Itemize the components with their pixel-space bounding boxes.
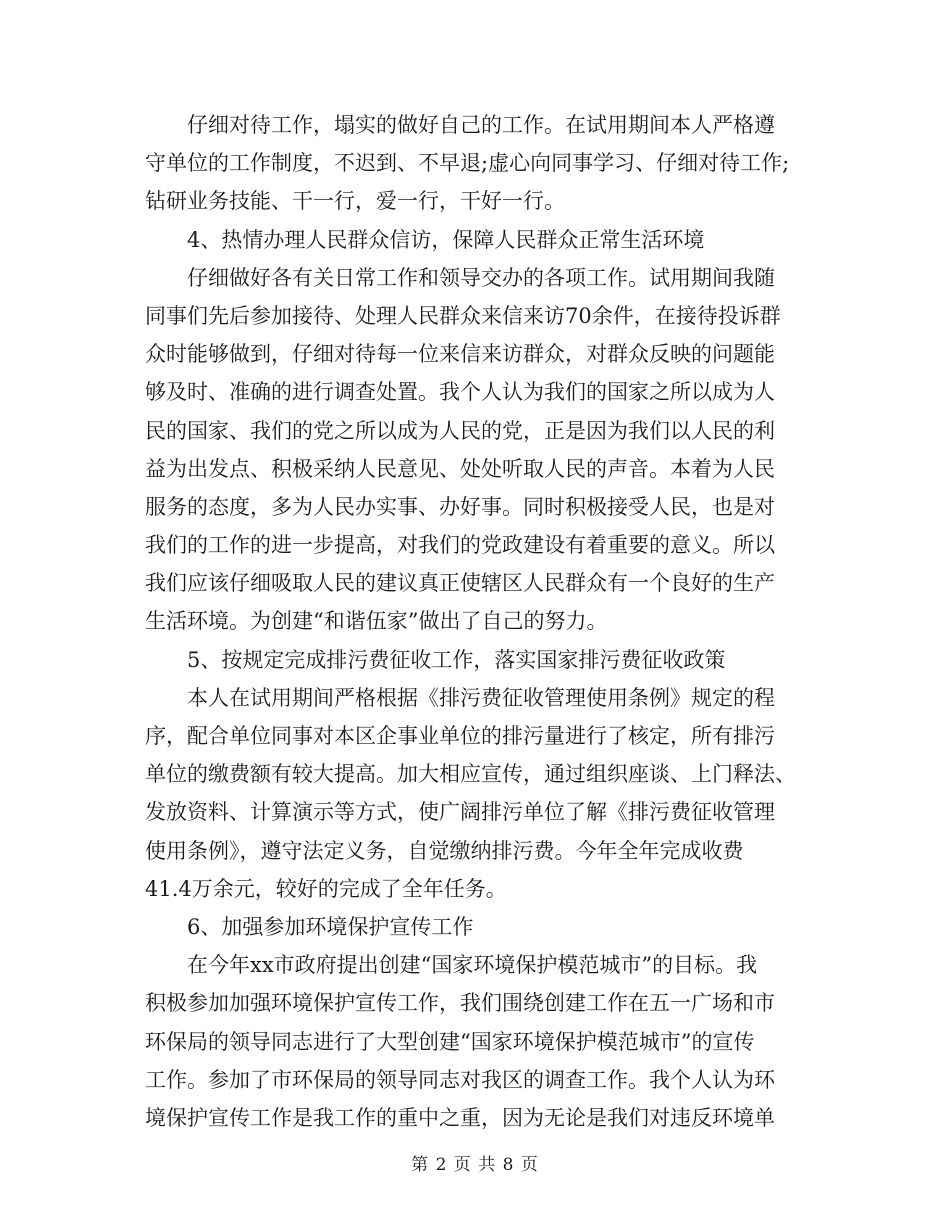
text-line: 在今年xx市政府提出创建“国家环境保护模范城市”的目标。我 bbox=[187, 953, 758, 978]
text-line: 发放资料、计算演示等方式，使广阔排污单位了解《排污费征收管理 bbox=[145, 800, 775, 825]
section-heading-5: 5、按规定完成排污费征收工作，落实国家排污费征收政策 bbox=[187, 647, 726, 672]
text-line: 服务的态度，多为人民办实事、办好事。同时积极接受人民，也是对 bbox=[145, 494, 775, 519]
text-line: 众时能够做到，仔细对待每一位来信来访群众，对群众反映的问题能 bbox=[145, 342, 775, 367]
text-line: 够及时、准确的进行调查处置。我个人认为我们的国家之所以成为人 bbox=[145, 380, 775, 405]
text-line: 守单位的工作制度，不迟到、不早退;虚心向同事学习、仔细对待工作; bbox=[145, 151, 790, 176]
text-line: 仔细对待工作，塌实的做好自己的工作。在试用期间本人严格遵 bbox=[187, 113, 775, 137]
text-line: 单位的缴费额有较大提高。加大相应宣传，通过组织座谈、上门释法、 bbox=[145, 762, 796, 787]
text-line: 环保局的领导同志进行了大型创建“国家环境保护模范城市”的宣传 bbox=[145, 1029, 755, 1054]
document-body bbox=[145, 106, 813, 1137]
page-number-footer: 第 2 页 共 8 页 bbox=[411, 1155, 539, 1175]
text-line: 积极参加加强环境保护宣传工作，我们围绕创建工作在五一广场和市 bbox=[145, 991, 775, 1016]
text-line: 仔细做好各有关日常工作和领导交办的各项工作。试用期间我随 bbox=[187, 265, 775, 290]
text-line: 生活环境。为创建“和谐伍家”做出了自己的努力。 bbox=[145, 609, 608, 634]
text-line: 工作。参加了市环保局的领导同志对我区的调查工作。我个人认为环 bbox=[145, 1067, 775, 1092]
text-line: 本人在试用期间严格根据《排污费征收管理使用条例》规定的程 bbox=[187, 685, 775, 710]
text-line: 我们应该仔细吸取人民的建议真正使辖区人民群众有一个良好的生产 bbox=[145, 571, 775, 596]
text-line: 41.4万余元，较好的完成了全年任务。 bbox=[145, 876, 507, 901]
text-line: 同事们先后参加接待、处理人民群众来信来访70余件，在接待投诉群 bbox=[145, 303, 781, 328]
text-line: 境保护宣传工作是我工作的重中之重，因为无论是我们对违反环境单 bbox=[145, 1105, 775, 1130]
text-line: 序，配合单位同事对本区企事业单位的排污量进行了核定，所有排污 bbox=[145, 724, 775, 748]
section-heading-6: 6、加强参加环境保护宣传工作 bbox=[187, 914, 474, 939]
section-heading-4: 4、热情办理人民群众信访，保障人民群众正常生活环境 bbox=[187, 227, 705, 252]
text-line: 益为出发点、积极采纳人民意见、处处听取人民的声音。本着为人民 bbox=[145, 456, 775, 481]
text-line: 我们的工作的进一步提高，对我们的党政建设有着重要的意义。所以 bbox=[145, 533, 775, 558]
text-line: 使用条例》，遵守法定义务，自觉缴纳排污费。今年全年完成收费 bbox=[145, 838, 744, 863]
text-line: 钻研业务技能、干一行，爱一行，干好一行。 bbox=[145, 189, 565, 214]
text-line: 民的国家、我们的党之所以成为人民的党，正是因为我们以人民的利 bbox=[145, 418, 775, 443]
